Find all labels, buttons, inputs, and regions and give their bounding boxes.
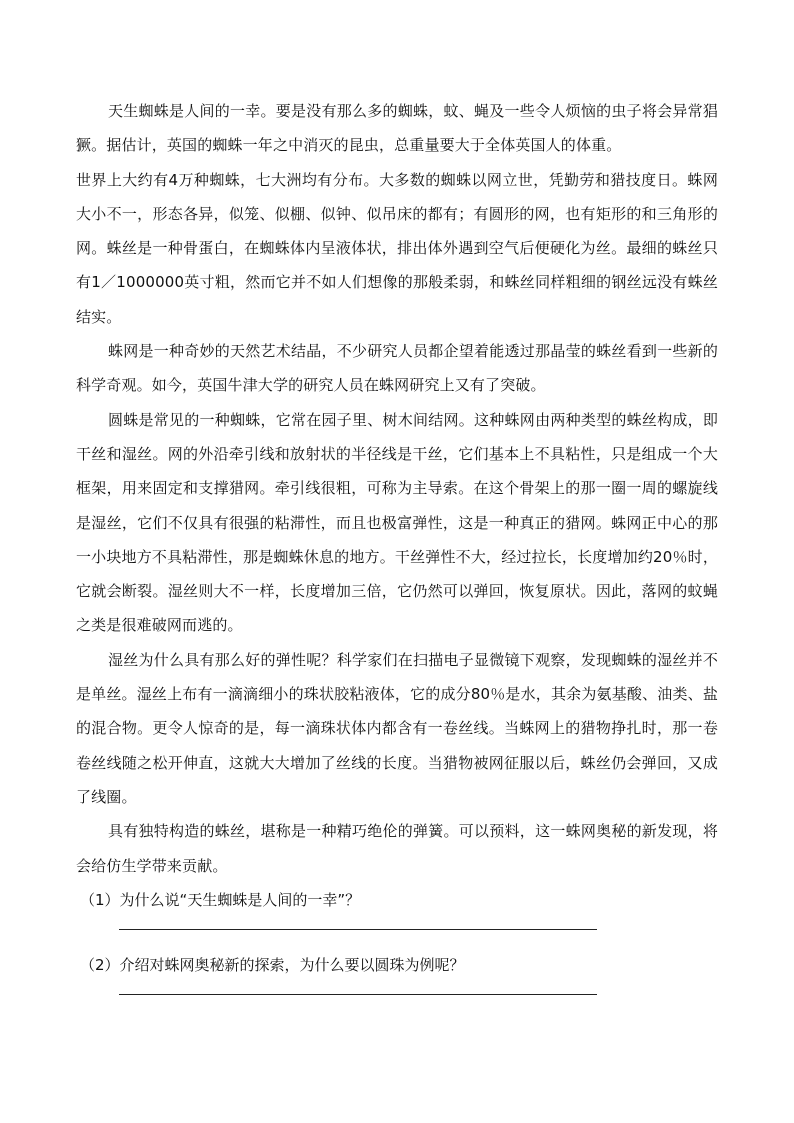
paragraph-1: 天生蜘蛛是人间的一幸。要是没有那么多的蜘蛛，蚊、蝇及一些令人烦恼的虫子将会异常猖獗。据估计，英国的蜘蛛一年之中消灭的昆虫，总重量要大于全体英国人的体重。 — [76, 102, 718, 155]
paragraph-2: 世界上大约有4万种蜘蛛，七大洲均有分布。大多数的蜘蛛以网立世，凭勤劳和猎技度日。蛛网大小不一，形态各异，似笼、似棚、似钟、似吊床的都有；有圆形的网，也有矩形的和三角形的网。蛛丝是一种骨蛋白，在蜘蛛体内呈液体状，排出体外遇到空气后便硬化为丝。最细的蛛丝只有1／1000000英寸粗，然而它并不如人们想像的那般柔弱，和蛛丝同样粗细的钢丝远没有蛛丝结实。 — [76, 170, 718, 326]
paragraph-4: 圆蛛是常见的一种蜘蛛，它常在园子里、树木间结网。这种蛛网由两种类型的蛛丝构成，即干丝和湿丝。网的外沿牵引线和放射状的半径线是干丝，它们基本上不具粘性，只是组成一个大框架，用来固定和支撑猎网。牵引线很粗，可称为主导索。在这个骨架上的那一圈一周的螺旋线是湿丝，它们不仅具有很强的粘滞性，而且也极富弹性，这是一种真正的猎网。蛛网正中心的那一小块地方不具粘滞性，那是蜘蛛休息的地方。干丝弹性不大，经过拉长，长度增加约20％时，它就会断裂。湿丝则大不一样，长度增加三倍，它仍然可以弹回，恢复原状。因此，落网的蚊蝇之类是很难破网而逃的。 — [76, 410, 718, 635]
paragraph-3: 蛛网是一种奇妙的天然艺术结晶，不少研究人员都企望着能透过那晶莹的蛛丝看到一些新的科学奇观。如今，英国牛津大学的研究人员在蛛网研究上又有了突破。 — [76, 342, 718, 395]
paragraph-5: 湿丝为什么具有那么好的弹性呢？科学家们在扫描电子显微镜下观察，发现蜘蛛的湿丝并不是单丝。湿丝上布有一滴滴细小的珠状胶粘液体，它的成分80％是水，其余为氨基酸、油类、盐的混合物。更令人惊奇的是，每一滴珠状体内都含有一卷丝线。当蛛网上的猎物挣扎时，那一卷卷丝线随之松开伸直，这就大大增加了丝线的长度。当猎物被网征服以后，蛛丝仍会弹回，又成了线圈。 — [76, 650, 718, 806]
question-2-number: （2） — [80, 955, 120, 974]
answer-line-1[interactable] — [119, 929, 597, 930]
paragraph-6: 具有独特构造的蛛丝，堪称是一种精巧绝伦的弹簧。可以预料，这一蛛网奥秘的新发现，将会给仿生学带来贡献。 — [76, 822, 718, 875]
answer-line-2[interactable] — [119, 994, 597, 995]
question-1-text: 为什么说“天生蜘蛛是人间的一幸”？ — [119, 890, 361, 909]
question-2 — [76, 948, 718, 982]
question-1 — [76, 883, 718, 917]
question-2-text: 介绍对蛛网奥秘新的探索，为什么要以圆珠为例呢？ — [119, 955, 465, 974]
question-1-number: （1） — [80, 890, 120, 909]
